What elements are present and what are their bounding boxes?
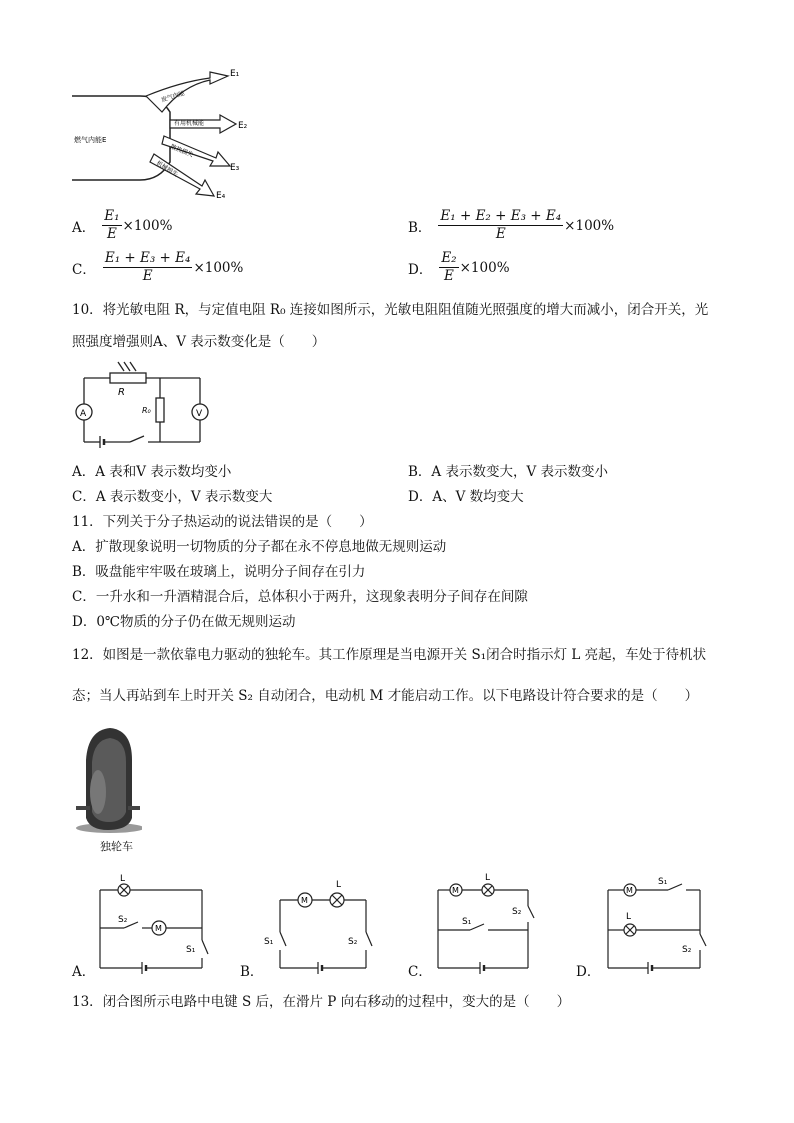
q10-option-a[interactable]: A．A 表和V 表示数均变小 [72, 464, 232, 480]
q9-option-c[interactable] [72, 250, 243, 285]
suffix: ×100% [459, 259, 510, 276]
fraction [439, 250, 458, 285]
arrow2-label: 有用机械能 [174, 120, 205, 127]
q10-option-b[interactable]: B．A 表示数变大，V 表示数变小 [408, 464, 609, 480]
numerator: E₁ + E₂ + E₃ + E₄ [440, 208, 562, 224]
q9-option-b[interactable] [408, 208, 614, 243]
q9-option-d[interactable] [408, 250, 510, 285]
q11-stem: 11．下列关于分子热运动的说法错误的是（ ） [72, 514, 373, 530]
label-s1: S₁ [186, 945, 196, 955]
denominator: E [495, 226, 506, 242]
label-r: R [118, 387, 125, 398]
arrow-e1 [146, 72, 228, 112]
photoresistor [110, 373, 146, 383]
label-s1: S₁ [462, 917, 472, 927]
suffix: ×100% [564, 217, 615, 234]
label-v: V [196, 409, 203, 419]
label-m: M [301, 896, 308, 905]
arrow3-label: 散热损失 [169, 143, 195, 159]
suffix: ×100% [122, 217, 173, 234]
q12-circuit-c[interactable] [430, 872, 545, 982]
label-a: A [80, 409, 87, 419]
option-letter: B． [408, 219, 432, 236]
label-l: L [626, 912, 632, 922]
q12-option-a-letter[interactable]: A． [72, 964, 96, 980]
q12-circuit-b[interactable] [262, 872, 382, 982]
q10-circuit-diagram [70, 360, 220, 460]
label-l: L [336, 880, 342, 890]
numerator: E₁ [104, 208, 120, 224]
fraction [102, 208, 121, 243]
q10-stem-line1: 10．将光敏电阻 R，与定值电阻 R₀ 连接如图所示，光敏电阻阻值随光照强度的增大而减小，闭合开关，光 [72, 302, 709, 318]
option-letter: C． [72, 261, 96, 278]
numerator: E₂ [441, 250, 457, 266]
q12-option-b-letter[interactable]: B． [240, 964, 264, 980]
q10-stem-line2: 照强度增强则A、V 表示数变化是（ ） [72, 334, 326, 350]
label-s2: S₂ [682, 945, 692, 955]
label-m: M [452, 886, 459, 895]
q12-stem-line1: 12．如图是一款依靠电力驱动的独轮车。其工作原理是当电源开关 S₁闭合时指示灯 L 亮起，车处于待机状 [72, 647, 707, 663]
photo-caption: 独轮车 [100, 840, 133, 853]
q11-option-b[interactable]: B．吸盘能牢牢吸在玻璃上，说明分子间存在引力 [72, 564, 366, 580]
label-m: M [155, 924, 162, 933]
q10-option-d[interactable]: D．A、V 数均变大 [408, 489, 524, 505]
e1-label: E₁ [230, 69, 240, 79]
label-l: L [120, 874, 126, 884]
label-s2: S₂ [118, 915, 128, 925]
denominator: E [444, 268, 454, 284]
fixed-resistor-r0 [156, 398, 164, 422]
unicycle-photo [72, 726, 142, 834]
q13-stem: 13．闭合图所示电路中电键 S 后，在滑片 P 向右移动的过程中，变大的是（ ） [72, 994, 571, 1010]
q12-option-c-letter[interactable]: C． [408, 964, 432, 980]
denominator: E [106, 226, 117, 242]
label-s2: S₂ [512, 907, 522, 917]
option-letter: D． [408, 261, 433, 278]
e3-label: E₃ [230, 163, 240, 173]
energy-flow-diagram [70, 62, 270, 202]
q9-option-a[interactable] [72, 208, 172, 243]
q11-option-a[interactable]: A．扩散现象说明一切物质的分子都在永不停息地做无规则运动 [72, 539, 447, 555]
label-l: L [485, 873, 491, 883]
label-s2: S₂ [348, 937, 358, 947]
option-letter: A． [72, 219, 96, 236]
label-m: M [626, 886, 633, 895]
q11-option-c[interactable]: C．一升水和一升酒精混合后，总体积小于两升，这现象表明分子间存在间隙 [72, 589, 528, 605]
label-s1: S₁ [658, 877, 668, 887]
arrow1-label: 废气内能 [160, 89, 186, 104]
e2-label: E₂ [238, 121, 248, 131]
fraction [103, 250, 193, 285]
denominator: E [142, 268, 153, 284]
q12-circuit-d[interactable] [600, 872, 715, 982]
numerator: E₁ + E₃ + E₄ [104, 250, 191, 266]
q11-option-d[interactable]: D．0℃物质的分子仍在做无规则运动 [72, 614, 296, 630]
arrow4-label: 机械损失 [154, 159, 180, 179]
input-label: 燃气内能E [74, 136, 107, 144]
q10-option-c[interactable]: C．A 表示数变小，V 表示数变大 [72, 489, 273, 505]
fraction [438, 208, 563, 243]
q12-stem-line2: 态；当人再站到车上时开关 S₂ 自动闭合，电动机 M 才能启动工作。以下电路设计符合要求的是（ ） [72, 688, 699, 704]
label-s1: S₁ [264, 937, 274, 947]
q12-circuit-a[interactable] [92, 872, 222, 982]
e4-label: E₄ [216, 191, 226, 201]
suffix: ×100% [193, 259, 244, 276]
label-r0: R₀ [142, 406, 151, 415]
q12-option-d-letter[interactable]: D． [576, 964, 601, 980]
